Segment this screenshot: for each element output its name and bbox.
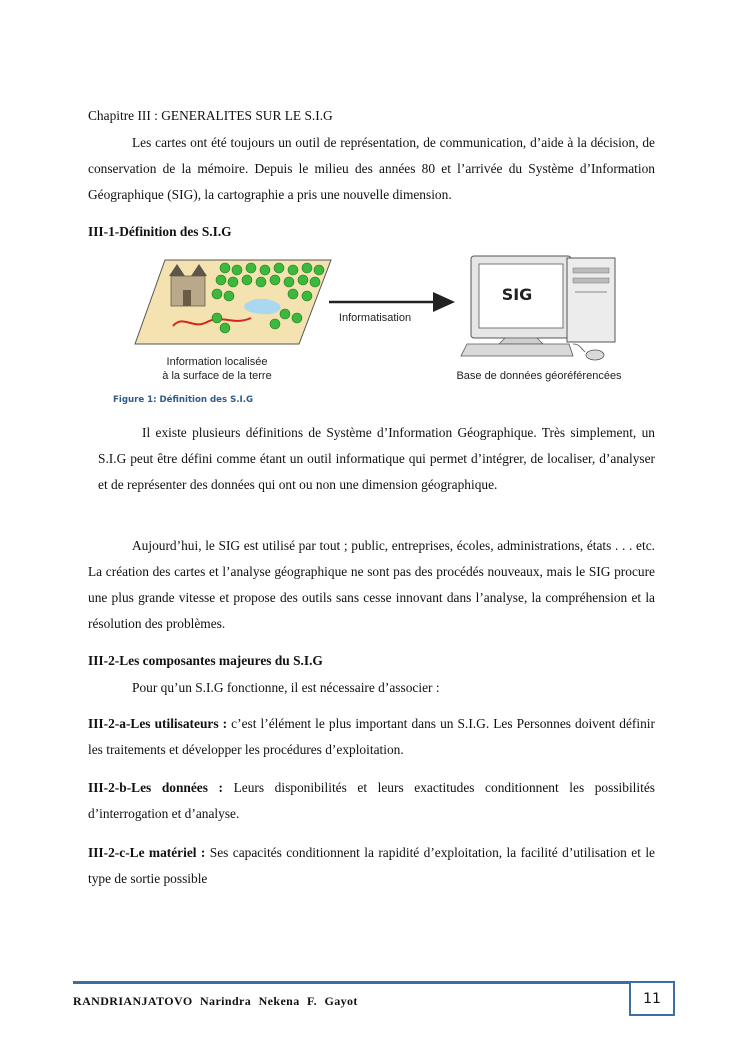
usage-paragraph: Aujourd’hui, le SIG est utilisé par tout ; public, entreprises, écoles, administrations, états . . . etc. La création des cartes et l’analyse géographique ne sont pas des procédés nouveaux, mais le SIG procure une plus grande vitesse et propose des outils sans cesse innovant dans l’analyse, la compréhension et la résolution des problèmes. xyxy=(88,538,655,631)
definition-paragraph: Il existe plusieurs définitions de Système d’Information Géographique. Très simplement, un S.I.G peut être défini comme étant un outil informatique qui permet d’intégrer, de localiser, d’analyser et de représenter des données qui ont ou non une dimension géographique. xyxy=(98,425,655,492)
screen-label: SIG xyxy=(501,285,533,304)
footer-divider xyxy=(73,981,673,984)
component-hardware-text: Ses capacités conditionnent la rapidité d’exploitation, la facilité d’utilisation et le type de sortie possible xyxy=(88,845,655,886)
sig-definition-figure xyxy=(133,252,623,387)
intro-paragraph: Les cartes ont été toujours un outil de représentation, de communication, d’aide à la décision, de conservation de la mémoire. Depuis le milieu des années 80 et l’arrivée du Système d’Information Géographique (SIG), la cartographie a pris une nouvelle dimension. xyxy=(88,135,655,202)
right-label: Base de données géoréférencées xyxy=(456,370,622,382)
component-hardware xyxy=(88,840,655,892)
component-data xyxy=(88,775,655,827)
component-users xyxy=(88,711,655,763)
section2-intro: Pour qu’un S.I.G fonctionne, il est nécessaire d’associer : xyxy=(132,680,440,695)
section2-heading: III-2-Les composantes majeures du S.I.G xyxy=(88,653,323,668)
component-data-label: III-2-b-Les données : xyxy=(88,780,223,795)
component-hardware-label: III-2-c-Le matériel : xyxy=(88,845,206,860)
left-label-line2: à la surface de la terre xyxy=(162,370,272,382)
chapter-title: Chapitre III : GENERALITES SUR LE S.I.G xyxy=(88,108,333,123)
arrow-label: Informatisation xyxy=(338,312,412,324)
left-label-line1: Information localisée xyxy=(166,356,268,368)
figure-caption: Figure 1: Définition des S.I.G xyxy=(113,395,254,405)
section1-heading: III-1-Définition des S.I.G xyxy=(88,224,232,239)
component-users-text: c’est l’élément le plus important dans un S.I.G. Les Personnes doivent définir les traitements et développer les procédures d’exploitation. xyxy=(88,716,655,757)
computer-icon xyxy=(461,256,615,360)
arrow-icon xyxy=(329,292,455,312)
component-users-label: III-2-a-Les utilisateurs : xyxy=(88,716,228,731)
component-data-text: Leurs disponibilités et leurs exactitudes conditionnent les possibilités d’interrogation et d’analyse. xyxy=(88,780,655,821)
footer-author: RANDRIANJATOVO Narindra Nekena F. Gayot xyxy=(73,994,358,1008)
page-number: 11 xyxy=(629,981,675,1016)
